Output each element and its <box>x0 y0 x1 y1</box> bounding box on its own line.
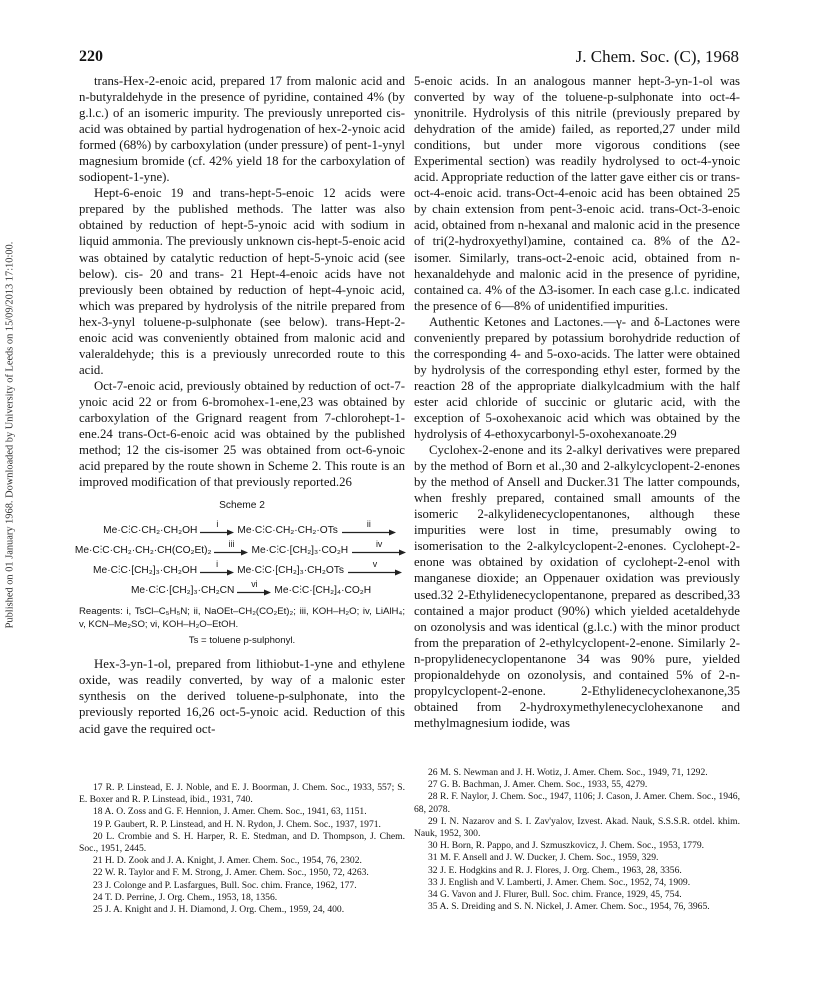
scheme-row <box>74 539 405 561</box>
scheme-product: Me·C⫶C·[CH₂]₃·CH₂OTs <box>237 565 344 577</box>
left-column <box>74 73 405 737</box>
reaction-scheme <box>74 498 405 649</box>
footnote: 22 W. R. Taylor and F. M. Strong, J. Amer. Chem. Soc., 1950, 72, 4263. <box>93 867 369 879</box>
footnote: 18 A. O. Zoss and G. F. Hennion, J. Amer. Chem. Soc., 1941, 63, 1151. <box>93 806 367 818</box>
footnote: 29 I. N. Nazarov and S. I. Zav'yalov, Izvest. Akad. Nauk, S.S.S.R. otdel. khim. Nauk, 1952, 300. <box>414 815 740 840</box>
paragraph: Hept-6-enoic 19 and trans-hept-5-enoic 12 acids were prepared by the published methods. The latter was also obtained by reduction of hept-5-ynoic acid with sodium in liquid ammonia. The previously unknown cis-hept-5-enoic acid was obtained by catalytic reduction of hept-5-ynoic acid (see below). cis- 20 and trans- 21 Hept-4-enoic acids have not previously been obtained by reduction of hept-4-ynoic acid, which was prepared by hydrolysis of the nitrile prepared from hex-3-ynyl toluene-p-sulphonate (see below). trans-Hept-2-enoic acid was conveniently obtained from malonic acid and valeraldehyde; this is a previously unrecorded route to this acid. <box>79 186 405 377</box>
right-column <box>414 73 740 731</box>
scheme-ts-note: Ts = toluene p-sulphonyl. <box>188 635 296 647</box>
paragraph: Cyclohex-2-enone and its 2-alkyl derivatives were prepared by the method of Born et al.,30 and 2-alkylcyclopent-2-enones by the method of Ansell and Ducker.31 The latter compounds, when freshly prepared, contained small amounts of the isomeric 2-alkylidenecyclopentanones, although these impurities were lost in time, presumably owing to isomerisation to the 2-alkylcyclopent-2-enones. Cyclohept-2-enone was obtained by oxidation of cyclohept-2-enol with manganese dioxide; an Oppenauer oxidation was previously used.32 2-Ethylidenecyclopentanone, prepared as described,33 contained a major product (90%) which yielded acetaldehyde on ozonolysis and was identical (g.l.c.) with the minor product from the preparation of 2-ethylcyclopent-2-enone. Similarly 2-n-propylidenecyclopentanone 34 was 90% pure, yielded propionaldehyde on ozonolysis, and contained 5% of 2-n-propylcyclopent-2-enone. 2-Ethylidenecyclohexanone,35 obtained from 2-hydroxymethylenecyclohexanone and methylmagnesium iodide, was <box>414 443 740 730</box>
arrow-label: iii <box>228 539 235 550</box>
footnote: 17 R. P. Linstead, E. J. Noble, and E. J. Boorman, J. Chem. Soc., 1933, 557; S. E. Boxer and R. P. Linstead, ibid., 1931, 740. <box>79 782 405 806</box>
footnote: 25 J. A. Knight and J. H. Diamond, J. Org. Chem., 1959, 24, 400. <box>93 904 345 916</box>
footnote: 26 M. S. Newman and J. H. Wotiz, J. Amer. Chem. Soc., 1949, 71, 1292. <box>428 767 708 778</box>
scheme-reactant: Me·C⫶C·[CH₂]₃·CH₂CN <box>130 585 235 597</box>
arrow-label: iv <box>375 539 383 550</box>
footnote: 24 T. D. Perrine, J. Org. Chem., 1953, 18, 1356. <box>93 891 278 903</box>
footnote: 19 P. Gaubert, R. P. Linstead, and H. N. Rydon, J. Chem. Soc., 1937, 1971. <box>93 818 381 830</box>
scheme-reagents: Reagents: i, TsCl–C₅H₅N; ii, NaOEt–CH₂(CO₂Et)₂; iii, KOH–H₂O; iv, LiAlH₄; v, KCN–Me₂SO; vi, KOH–H₂O–EtOH. <box>79 606 405 630</box>
footnote: 34 G. Vavon and J. Flurer, Bull. Soc. chim. France, 1929, 45, 754. <box>428 889 682 901</box>
reaction-arrow-continued <box>348 560 402 576</box>
footnote: 21 H. D. Zook and J. A. Knight, J. Amer. Chem. Soc., 1954, 76, 2302. <box>93 855 362 867</box>
scheme-title: Scheme 2 <box>219 500 265 512</box>
footnotes-left <box>79 782 405 916</box>
journal-header: J. Chem. Soc. (C), 1968 <box>575 47 739 66</box>
arrow-label: i <box>216 559 219 570</box>
scheme-reactant: Me·C⫶C·CH₂·CH₂OH <box>103 525 198 537</box>
reaction-arrow <box>200 560 234 576</box>
arrow-label: i <box>216 519 219 530</box>
paragraph: Oct-7-enoic acid, previously obtained by reduction of oct-7-ynoic acid 22 or from 6-bromohex-1-ene,23 was obtained by carboxylation of the Grignard reagent from 7-chlorohept-1-ene.24 trans-Oct-6-enoic acid was obtained by the published method; 12 the cis-isomer 25 was obtained from oct-6-ynoic acid prepared by the route shown in Scheme 2. This route is an improved modification of that previously reported.26 <box>79 378 405 490</box>
paragraph: trans-Hex-2-enoic acid, prepared 17 from malonic acid and n-butyraldehyde in the presence of pyridine, contained 4% (by g.l.c.) of an isomeric impurity. The previously unreported cis-acid was obtained by partial hydrogenation of hex-2-ynoic acid formed (68%) by carboxylation (under pressure) of pent-1-ynyl magnesium bromide (cf. 42% yield 18 for the carboxylation of sodiopent-1-yne). <box>79 74 405 185</box>
footnote: 33 J. English and V. Lamberti, J. Amer. Chem. Soc., 1952, 74, 1909. <box>428 876 691 888</box>
download-watermark-text: Published on 01 January 1968. Downloaded by University of Leeds on 15/09/2013 17:10:00. <box>4 241 16 629</box>
page-number: 220 <box>79 48 103 65</box>
download-watermark <box>1 180 19 690</box>
scheme-row <box>97 581 405 601</box>
footnote: 35 A. S. Dreiding and S. N. Nickel, J. Amer. Chem. Soc., 1954, 76, 3965. <box>428 901 710 913</box>
scheme-product: Me·C⫶C·[CH₂]₃·CO₂H <box>251 545 349 557</box>
arrow-label: v <box>372 559 378 570</box>
reaction-arrow-continued <box>342 520 396 536</box>
paragraph: Hex-3-yn-1-ol, prepared from lithiobut-1-yne and ethylene oxide, was readily converted, by way of a malonic ester synthesis on the derived toluene-p-sulphonate, into the previously reported 16,26 oct-5-ynoic acid. Reduction of this acid gave the required oct- <box>79 657 405 736</box>
scheme-row <box>97 521 405 541</box>
arrow-label: ii <box>366 519 371 530</box>
footnote: 20 L. Crombie and S. H. Harper, R. E. Stedman, and D. Thompson, J. Chem. Soc., 1951, 2445. <box>79 830 405 855</box>
reaction-arrow <box>237 580 271 596</box>
footnote: 27 G. B. Bachman, J. Amer. Chem. Soc., 1933, 55, 4279. <box>428 779 648 791</box>
footnote: 32 J. E. Hodgkins and R. J. Flores, J. Org. Chem., 1963, 28, 3356. <box>428 864 682 876</box>
reaction-arrow-continued <box>352 540 406 556</box>
scheme-row <box>93 561 405 581</box>
reaction-arrow <box>200 520 234 536</box>
footnote: 23 J. Colonge and P. Lasfargues, Bull. Soc. chim. France, 1962, 177. <box>93 879 357 891</box>
footnote: 30 H. Born, R. Pappo, and J. Szmuszkovicz, J. Chem. Soc., 1953, 1779. <box>428 840 705 852</box>
arrow-label: vi <box>251 579 258 590</box>
paragraph: Authentic Ketones and Lactones.—γ- and δ-Lactones were conveniently prepared by potassium borohydride reduction of the corresponding 4- and 5-oxo-acids. The latter were obtained by hydrolysis of the corresponding ethyl ester, formed by the reaction 28 of the appropriate dialkylcadmium with the half ester acid chloride of succinic or glutaric acid, with the exception of 5-oxohexanoic acid which was obtained by the hydrolysis of 4-ethoxycarbonyl-5-oxohexanoate.29 <box>414 314 740 442</box>
footnote: 31 M. F. Ansell and J. W. Ducker, J. Chem. Soc., 1959, 329. <box>428 852 659 864</box>
reaction-arrow <box>214 540 248 556</box>
scheme-product: Me·C⫶C·CH₂·CH₂·OTs <box>237 525 338 537</box>
paragraph: 5-enoic acids. In an analogous manner hept-3-yn-1-ol was converted by way of the toluene-p-sulphonate into oct-4-ynonitrile. Hydrolysis of this nitrile (previously prepared by dehydration of the amide) failed, as reported,27 under mild conditions, but under more vigorous conditions (see Experimental section) was readily hydrolysed to oct-4-ynoic acid. Appropriate reduction of the latter gave either cis or trans-oct-4-enoic acid. trans-Oct-4-enoic acid has been obtained 25 by chain extension from pent-3-enoic acid. trans-Oct-3-enoic acid, obtained from n-hexanal and malonic acid in the presence of tri(2-hydroxyethyl)amine, contained ca. 8% of the Δ2-isomer. Similarly, trans-oct-2-enoic acid, obtained from n-hexanaldehyde and malonic acid in the presence of pyridine, contained ca. 4% of the Δ3-isomer. In each case g.l.c. indicated the presence of 6—8% of unidentified impurities. <box>414 74 740 313</box>
scheme-reactant: Me·C⫶C·[CH₂]₃·CH₂OH <box>93 565 198 577</box>
scheme-product: Me·C⫶C·[CH₂]₄·CO₂H <box>274 585 372 597</box>
scheme-reactant: Me·C⫶C·CH₂·CH₂·CH(CO₂Et)₂ <box>74 545 212 557</box>
footnote: 28 R. F. Naylor, J. Chem. Soc., 1947, 1106; J. Cason, J. Amer. Chem. Soc., 1946, 68, 2078. <box>414 791 740 815</box>
footnotes-right <box>414 767 740 913</box>
